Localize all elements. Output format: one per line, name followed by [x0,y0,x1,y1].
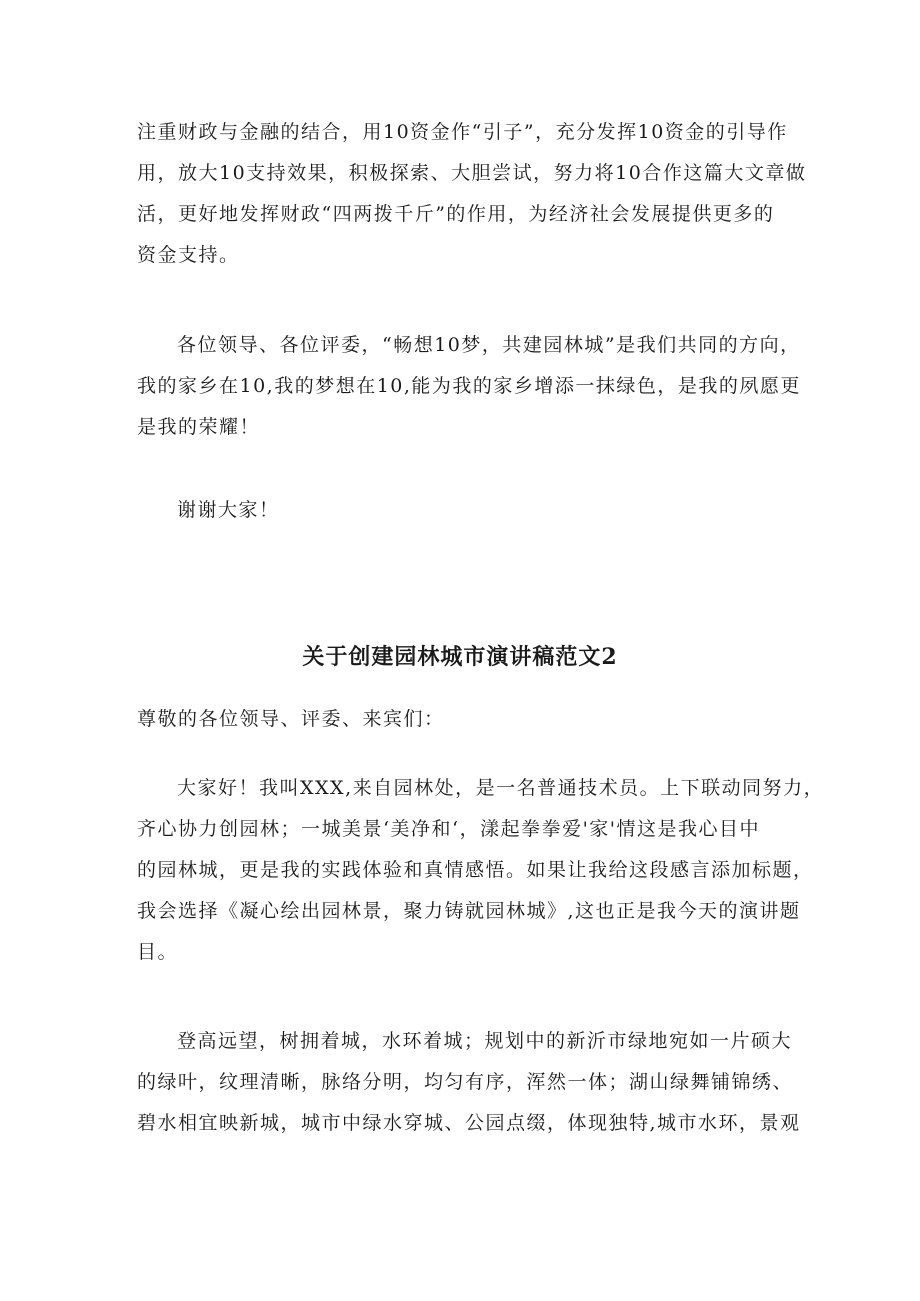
text-line: 尊敬的各位领导、评委、来宾们： [137,708,445,730]
paragraph-thanks [137,490,789,531]
section-title: 关于创建园林城市演讲稿范文2 [302,644,618,670]
paragraph-city-landscape [137,1021,801,1144]
text-line: 齐心协力创园林；一城美景‘美净和‘，漾起拳拳爱'家'情这是我心目中 [137,818,761,840]
text-line: 用，放大10支持效果，积极探索、大胆尝试，努力将10合作这篇大文章做 [137,162,807,184]
text-line: 活，更好地发挥财政“四两拨千斤”的作用，为经济社会发展提供更多的 [137,203,775,225]
text-line: 资金支持。 [137,244,240,266]
text-line: 的绿叶，纹理清晰，脉络分明，均匀有序，浑然一体；湖山绿舞铺锦绣、 [137,1071,794,1093]
salutation [137,699,789,740]
text-line: 我的家乡在10,我的梦想在10,能为我的家乡增添一抹绿色，是我的夙愿更 [137,375,801,397]
text-line: 注重财政与金融的结合，用10资金作“引子”，充分发挥10资金的引导作 [137,121,788,143]
text-line: 目。 [137,941,179,963]
text-line: 是我的荣耀！ [137,416,261,438]
text-line: 大家好！我叫XXX,来自园林处，是一名普通技术员。上下联动同努力， [177,777,825,799]
text-line: 我会选择《凝心绘出园林景，聚力铸就园林城》,这也正是我今天的演讲题 [137,900,801,922]
text-line: 谢谢大家！ [177,499,280,521]
paragraph-financial-support [137,112,807,276]
paragraph-closing-remarks [137,325,801,448]
paragraph-introduction [137,768,825,973]
text-line: 各位领导、各位评委，“畅想10梦，共建园林城”是我们共同的方向， [177,334,801,356]
text-line: 碧水相宜映新城，城市中绿水穿城、公园点缀，体现独特,城市水环，景观 [137,1112,801,1134]
text-line: 登高远望，树拥着城，水环着城；规划中的新沂市绿地宛如一片硕大 [177,1030,793,1052]
text-line: 的园林城，更是我的实践体验和真情感悟。如果让我给这段感言添加标题， [137,859,814,881]
